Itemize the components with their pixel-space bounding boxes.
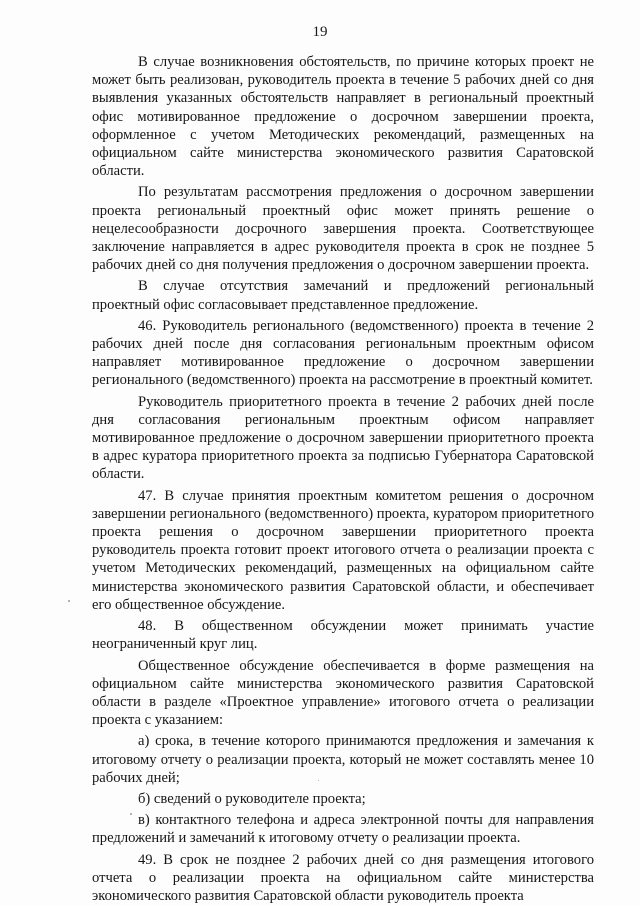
paragraph-priority-project-head: Руководитель приоритетного проекта в течение 2 рабочих дней после дня согласования региональным проектным офисом направляет мотивированное предложение о досрочном завершении приоритетного проекта в адрес куратора приоритетного проекта за подписью Губернатора Саратовской области.	[92, 393, 594, 483]
paragraph-item-49: 49. В срок не позднее 2 рабочих дней со дня размещения итогового отчета о реализации проекта на официальном сайте министерства экономического развития Саратовской области руководитель проекта	[92, 851, 594, 904]
scan-speck	[318, 780, 319, 781]
document-body	[92, 53, 594, 905]
scan-speck	[130, 813, 132, 815]
paragraph-item-47: 47. В случае принятия проектным комитетом решения о досрочном завершении регионального (ведомственного) проекта, куратором приоритетного проекта решения о досрочном завершении приоритетного проекта руководитель проекта готовит проект итогового отчета о реализации проекта с учетом Методических рекомендаций, размещенных на официальном сайте министерства экономического развития Саратовской области, и обеспечивает его общественное обсуждение.	[92, 487, 594, 613]
list-item-b: б) сведений о руководителе проекта;	[138, 790, 366, 807]
list-item-a: а) срока, в течение которого принимаются предложения и замечания к итоговому отчету о реализации проекта, который не может составлять менее 10 рабочих дней;	[92, 733, 594, 786]
scan-speck	[68, 600, 70, 602]
paragraph-early-completion-circumstances: В случае возникновения обстоятельств, по причине которых проект не может быть реализован, руководитель проекта в течение 5 рабочих дней со дня выявления указанных обстоятельств направляет в региональный проектный офис мотивированное предложение о досрочном завершении проекта, оформленное с учетом Методических рекомендаций, размещенных на официальном сайте министерства экономического развития Саратовской области.	[92, 54, 594, 180]
list-item-v: в) контактного телефона и адреса электронной почты для направления предложений и замечаний к итоговому отчету о реализации проекта.	[92, 812, 594, 847]
page-number: 19	[312, 24, 328, 40]
paragraph-no-remarks: В случае отсутствия замечаний и предложений региональный проектный офис согласовывает представленное предложение.	[92, 278, 594, 313]
paragraph-item-48: 48. В общественном обсуждении может принимать участие неограниченный круг лиц.	[92, 618, 594, 653]
paragraph-public-discussion: Общественное обсуждение обеспечивается в форме размещения на официальном сайте министерства экономического развития Саратовской области в разделе «Проектное управление» итогового отчета о реализации проекта с указанием:	[92, 657, 594, 729]
paragraph-office-review: По результатам рассмотрения предложения о досрочном завершении проекта региональный проектный офис может принять решение о нецелесообразности досрочного завершения проекта. Соответствующее заключение направляется в адрес руководителя проекта в срок не позднее 5 рабочих дней со дня получения предложения о досрочном завершении проекта.	[92, 184, 594, 274]
paragraph-item-46: 46. Руководитель регионального (ведомственного) проекта в течение 2 рабочих дней после дня согласования региональным проектным офисом направляет мотивированное предложение о досрочном завершении регионального (ведомственного) проекта на рассмотрение в проектный комитет.	[92, 317, 594, 389]
